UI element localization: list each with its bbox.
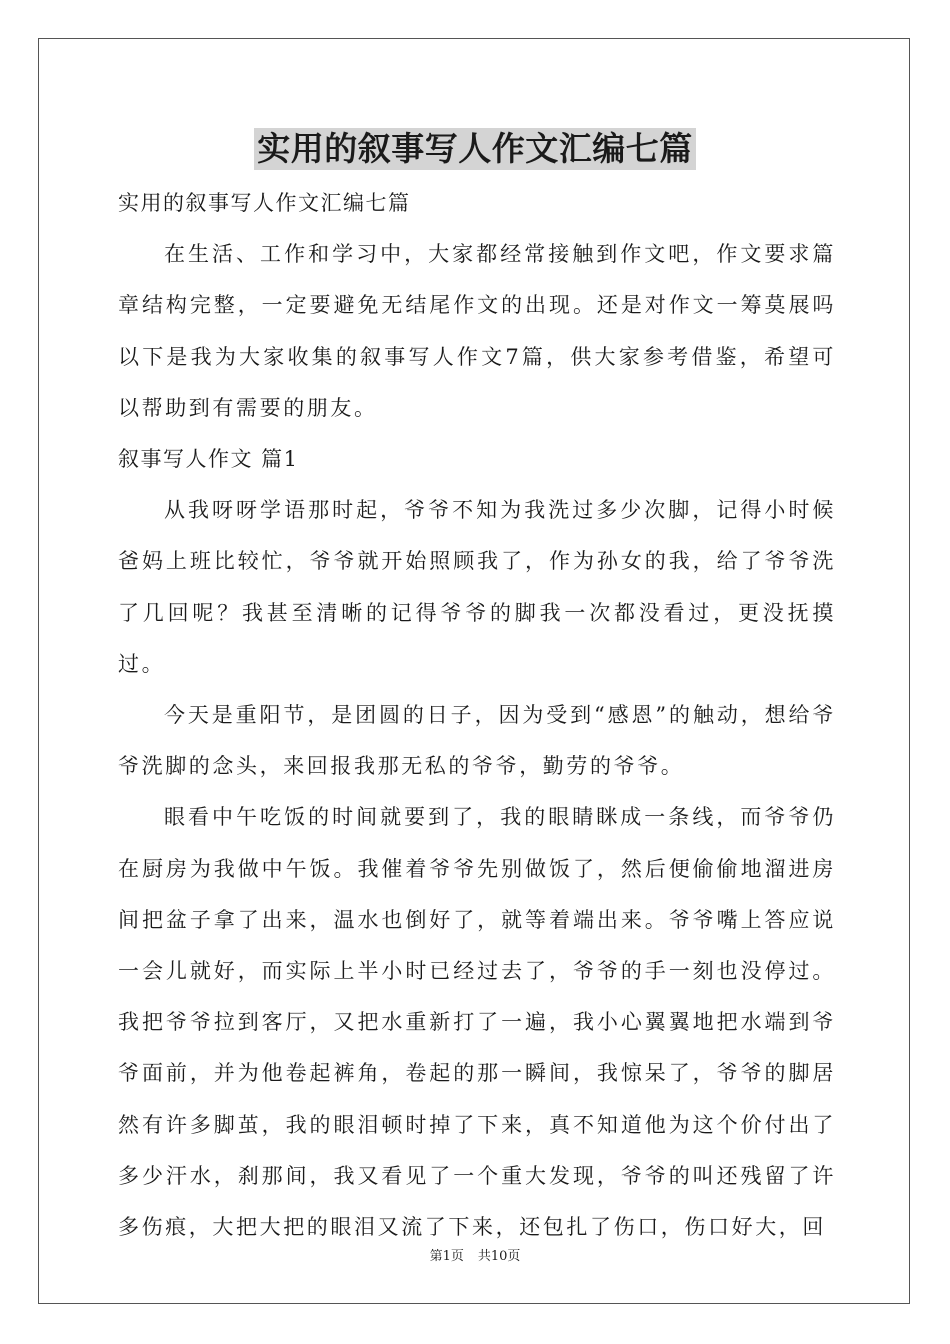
body-paragraph: 从我呀呀学语那时起，爷爷不知为我洗过多少次脚，记得小时候爸妈上班比较忙，爷爷就开始照顾我了，作为孙女的我，给了爷爷洗了几回呢？我甚至清晰的记得爷爷的脚我一次都没看过，更没抚摸过。 [118,498,836,676]
body-paragraph: 今天是重阳节，是团圆的日子，因为受到“感恩”的触动，想给爷爷洗脚的念头，来回报我那无私的爷爷，勤劳的爷爷。 [118,703,836,779]
page-footer [0,1245,950,1264]
document-subtitle: 实用的叙事写人作文汇编七篇 [118,191,411,215]
page-number: 第1页 [429,1249,464,1264]
section-heading: 叙事写人作文 篇1 [118,447,299,472]
document-body [118,178,836,1253]
document-title: 实用的叙事写人作文汇编七篇 [254,128,696,170]
intro-paragraph: 在生活、工作和学习中，大家都经常接触到作文吧，作文要求篇章结构完整，一定要避免无结尾作文的出现。还是对作文一筹莫展吗以下是我为大家收集的叙事写人作文7篇，供大家参考借鉴，希望可以帮助到有需要的朋友。 [118,242,836,420]
title-container [0,128,950,170]
page-total: 共10页 [477,1249,521,1264]
body-paragraph: 眼看中午吃饭的时间就要到了，我的眼睛眯成一条线，而爷爷仍在厨房为我做中午饭。我催着爷爷先别做饭了，然后便偷偷地溜进房间把盆子拿了出来，温水也倒好了，就等着端出来。爷爷嘴上答应说一会儿就好，而实际上半小时已经过去了，爷爷的手一刻也没停过。我把爷爷拉到客厅，又把水重新打了一遍，我小心翼翼地把水端到爷爷面前，并为他卷起裤角，卷起的那一瞬间，我惊呆了，爷爷的脚居然有许多脚茧，我的眼泪顿时掉了下来，真不知道他为这个价付出了多少汗水，刹那间，我又看见了一个重大发现，爷爷的叫还残留了许多伤痕，大把大把的眼泪又流了下来，还包扎了伤口，伤口好大，回 [118,805,836,1240]
